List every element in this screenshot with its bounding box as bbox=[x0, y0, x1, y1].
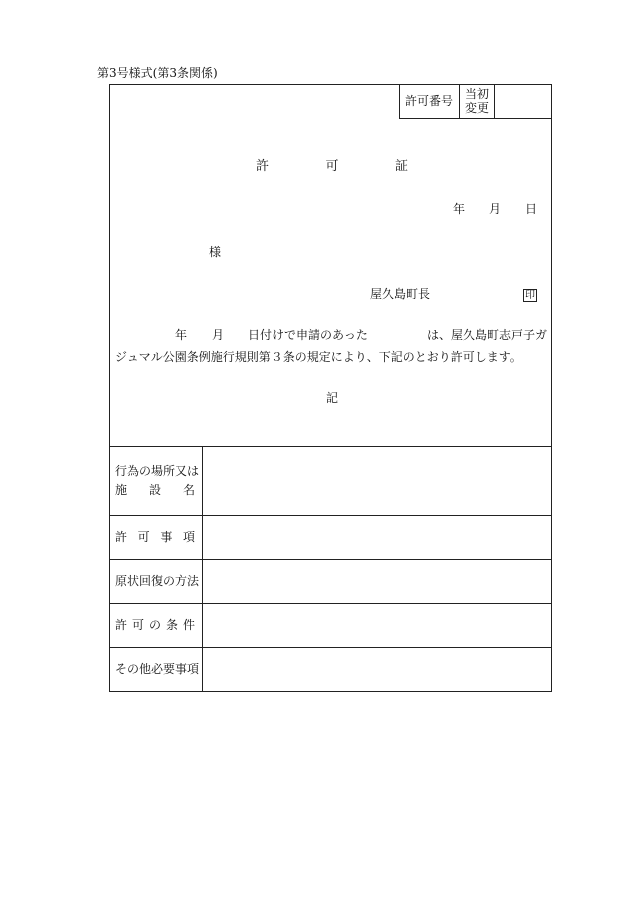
permit-number-field[interactable] bbox=[496, 85, 551, 117]
label-char: 許 bbox=[115, 530, 128, 544]
body-application-text: 日付けで申請のあった bbox=[248, 328, 368, 342]
header-box-divider-2 bbox=[494, 84, 495, 118]
label-char: 条 bbox=[165, 618, 178, 632]
title-char: 可 bbox=[325, 159, 339, 174]
label-char: 件 bbox=[182, 618, 195, 632]
permit-number-label: 許可番号 bbox=[405, 94, 454, 108]
label-char: 可 bbox=[137, 530, 150, 544]
header-box-left-border bbox=[399, 84, 400, 118]
label-char: 項 bbox=[182, 530, 195, 544]
seal-icon: 印 bbox=[525, 290, 535, 301]
body-month: 月 bbox=[212, 328, 225, 342]
body-line2: ジュマル公園条例施行規則第３条の規定により、下記のとおり許可します。 bbox=[115, 350, 522, 364]
document-title bbox=[256, 160, 408, 173]
header-box-divider-1 bbox=[459, 84, 460, 118]
permit-items-field[interactable] bbox=[203, 516, 551, 558]
row-label-restoration: 原状回復の方法 bbox=[115, 574, 200, 588]
row-label-conditions bbox=[115, 619, 195, 631]
label-char: 可 bbox=[131, 618, 144, 632]
label-char: 施 bbox=[115, 483, 128, 497]
ki-mark: 記 bbox=[326, 391, 339, 405]
body-year: 年 bbox=[175, 328, 188, 342]
row-label-location-line1: 行為の場所又は bbox=[115, 464, 200, 478]
row-label-permit-items bbox=[115, 531, 195, 543]
restoration-field[interactable] bbox=[203, 560, 551, 602]
label-char: 許 bbox=[115, 618, 128, 632]
date-month: 月 bbox=[489, 202, 502, 216]
date-day: 日 bbox=[525, 202, 538, 216]
title-char: 証 bbox=[394, 159, 408, 174]
header-box-bottom-border bbox=[399, 118, 552, 119]
other-matters-field[interactable] bbox=[203, 648, 551, 691]
title-char: 許 bbox=[256, 159, 270, 174]
form-number: 第3号様式(第3条関係) bbox=[97, 66, 218, 80]
recipient-suffix: 様 bbox=[209, 245, 222, 259]
label-char: の bbox=[148, 618, 161, 632]
seal-mark bbox=[523, 288, 537, 302]
issuer-title: 屋久島町長 bbox=[370, 287, 431, 301]
location-field[interactable] bbox=[203, 447, 551, 514]
row-label-other-matters: その他必要事項 bbox=[115, 662, 200, 676]
status-change-label: 変更 bbox=[465, 101, 490, 115]
date-year: 年 bbox=[453, 202, 466, 216]
body-line1-tail: は、屋久島町志戸子ガ bbox=[427, 328, 548, 342]
conditions-field[interactable] bbox=[203, 604, 551, 646]
status-initial-label: 当初 bbox=[465, 87, 490, 101]
label-char: 事 bbox=[160, 530, 173, 544]
label-char: 設 bbox=[148, 483, 161, 497]
row-label-location-line2 bbox=[115, 484, 195, 496]
label-char: 名 bbox=[182, 483, 195, 497]
